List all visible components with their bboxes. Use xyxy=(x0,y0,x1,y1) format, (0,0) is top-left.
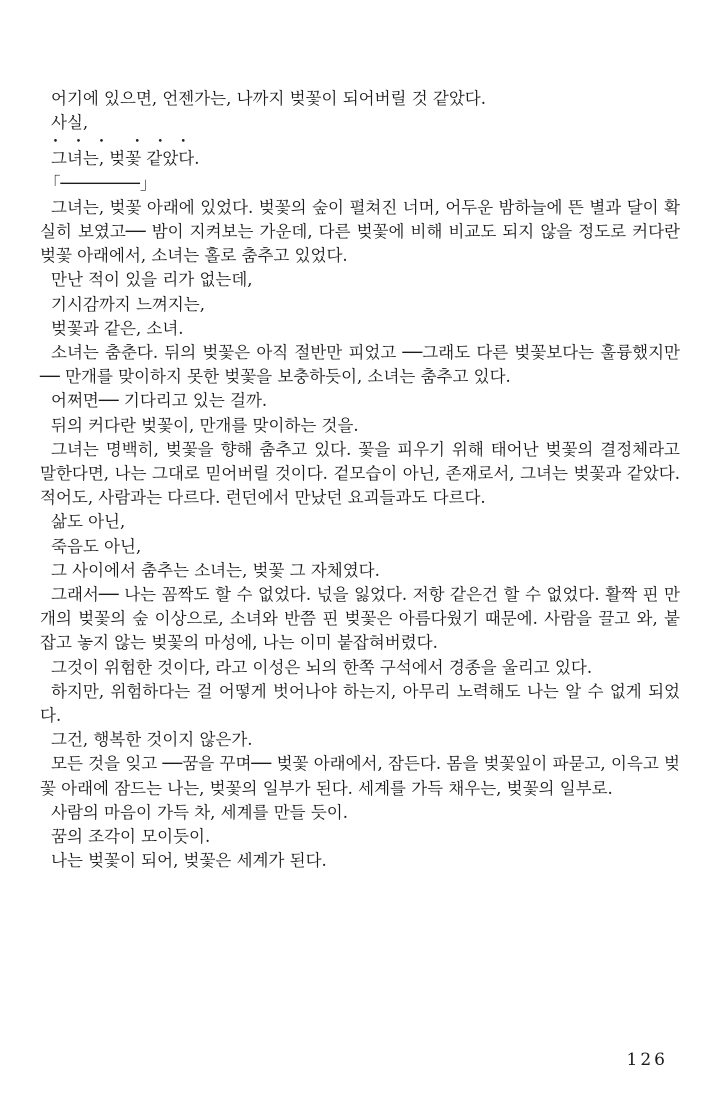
paragraph: 하지만, 위험하다는 걸 어떻게 벗어나야 하는지, 아무리 노력해도 나는 알 수 없게 되었다. xyxy=(40,681,680,726)
paragraph: 그녀는, 벚꽃 같았다. xyxy=(51,149,200,169)
dialogue-dash: 「────────」 xyxy=(44,173,157,193)
paragraph: 벚꽃과 같은, 소녀. xyxy=(51,318,184,338)
paragraph: 삶도 아닌, xyxy=(51,512,126,532)
paragraph: 모든 것을 잊고 ──꿈을 꾸며── 벚꽃 아래에서, 잠든다. 몸을 벚꽃잎이 파묻고, 이윽고 벚꽃 아래에 잠드는 나는, 벚꽃의 일부가 된다. 세계를 가득 채우는, 벚꽃의 일부로. xyxy=(40,754,680,798)
paragraph: 만난 적이 있을 리가 없는데, xyxy=(51,270,253,290)
paragraph: 사람의 마음이 가득 차, 세계를 만들 듯이. xyxy=(51,802,348,822)
paragraph: 그 사이에서 춤추는 소녀는, 벚꽃 그 자체였다. xyxy=(51,560,380,580)
paragraph: 사실, xyxy=(51,113,89,133)
emphasis-dots: ・・・ ・・・ xyxy=(48,132,199,151)
paragraph: 소녀는 춤춘다. 뒤의 벚꽃은 아직 절반만 피었고 ──그래도 다른 벚꽃보다는 훌륭했지만── 만개를 맞이하지 못한 벚꽃을 보충하듯이, 소녀는 춤추고 있다. xyxy=(40,343,680,387)
paragraph: 어쩌면── 기다리고 있는 걸까. xyxy=(51,391,268,411)
page-number: 126 xyxy=(626,1050,668,1070)
paragraph: 기시감까지 느껴지는, xyxy=(51,294,205,314)
paragraph: 그것이 위험한 것이다, 라고 이성은 뇌의 한쪽 구석에서 경종을 울리고 있다. xyxy=(51,657,593,677)
paragraph: 뒤의 커다란 벚꽃이, 만개를 맞이하는 것을. xyxy=(51,415,359,435)
paragraph: 그녀는 명백히, 벚꽃을 향해 춤추고 있다. 꽃을 피우기 위해 태어난 벚꽃의 결정체라고 말한다면, 나는 그대로 믿어버릴 것이다. 겉모습이 아닌, 존재로서, 그녀는 벚꽃과 같았다. 적어도, 사람과는 다르다. 런던에서 만났던 요괴들과도 다르다. xyxy=(40,439,680,508)
paragraph: 나는 벚꽃이 되어, 벚꽃은 세계가 된다. xyxy=(51,851,327,871)
paragraph: 죽음도 아닌, xyxy=(51,536,142,556)
paragraph: 그건, 행복한 것이지 않은가. xyxy=(51,730,253,750)
paragraph: 그녀는, 벚꽃 아래에 있었다. 벚꽃의 숲이 펼쳐진 너머, 어두운 밤하늘에 뜬 별과 달이 확실히 보였고── 밤이 지켜보는 가운데, 다른 벚꽃에 비해 비교도 되지 않을 정도로 커다란 벚꽃 아래에서, 소녀는 홀로 춤추고 있었다. xyxy=(40,197,681,266)
paragraph: 그래서── 나는 꼼짝도 할 수 없었다. 넋을 잃었다. 저항 같은건 할 수 없었다. 활짝 핀 만개의 벚꽃의 숲 이상으로, 소녀와 반쯤 핀 벚꽃은 아름다웠기 때문에. 사람을 끌고 와, 붙잡고 놓지 않는 벚꽃의 마성에, 나는 이미 붙잡혀버렸다. xyxy=(40,585,680,653)
body-text xyxy=(40,87,680,874)
paragraph: 꿈의 조각이 모이듯이. xyxy=(51,827,211,847)
paragraph: 어기에 있으면, 언젠가는, 나까지 벚꽃이 되어버릴 것 같았다. xyxy=(51,89,486,108)
